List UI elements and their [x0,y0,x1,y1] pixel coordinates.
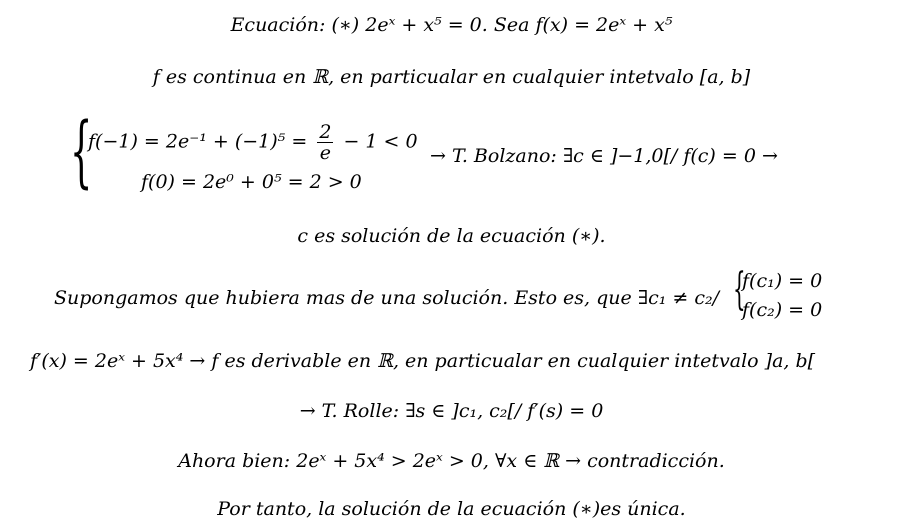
bolzano-statement: → T. Bolzano: ∃c ∈ ]−1,0[/ f(c) = 0 → [430,145,778,167]
fraction-numerator: 2 [319,121,332,143]
solution-statement: c es solución de la ecuación (∗). [297,225,606,247]
system-row-1-right: − 1 < 0 [343,130,418,153]
system-row-1 [88,122,418,163]
left-brace: { [70,107,93,197]
system-row-2: f(0) = 2e⁰ + 0⁵ = 2 > 0 [141,171,362,193]
continuity-statement: f es continua en ℝ, en particualar en cualquier intetvalo [a, b] [152,66,751,88]
equation-definition-line: Ecuación: (∗) 2eˣ + x⁵ = 0. Sea f(x) = 2eˣ + x⁵ [230,14,673,36]
case-c2: f(c₂) = 0 [742,299,823,321]
fraction-denominator: e [319,142,331,164]
conclusion-statement: Por tanto, la solución de la ecuación (∗)es única. [217,498,686,520]
derivative-statement: f′(x) = 2eˣ + 5x⁴ → f es derivable en ℝ, en particualar en cualquier intetvalo ]a, b[ [30,350,816,372]
rolle-statement: → T. Rolle: ∃s ∈ ]c₁, c₂[/ f′(s) = 0 [299,400,604,422]
assumption-statement: Supongamos que hubiera mas de una solución. Esto es, que ∃c₁ ≠ c₂/ [54,287,720,309]
small-left-brace: { [733,264,746,315]
case-c1: f(c₁) = 0 [742,270,823,292]
fraction-two-over-e [317,122,333,163]
contradiction-statement: Ahora bien: 2eˣ + 5x⁴ > 2eˣ > 0, ∀x ∈ ℝ → contradicción. [178,450,725,472]
system-row-1-left: f(−1) = 2e⁻¹ + (−1)⁵ = [88,130,308,153]
